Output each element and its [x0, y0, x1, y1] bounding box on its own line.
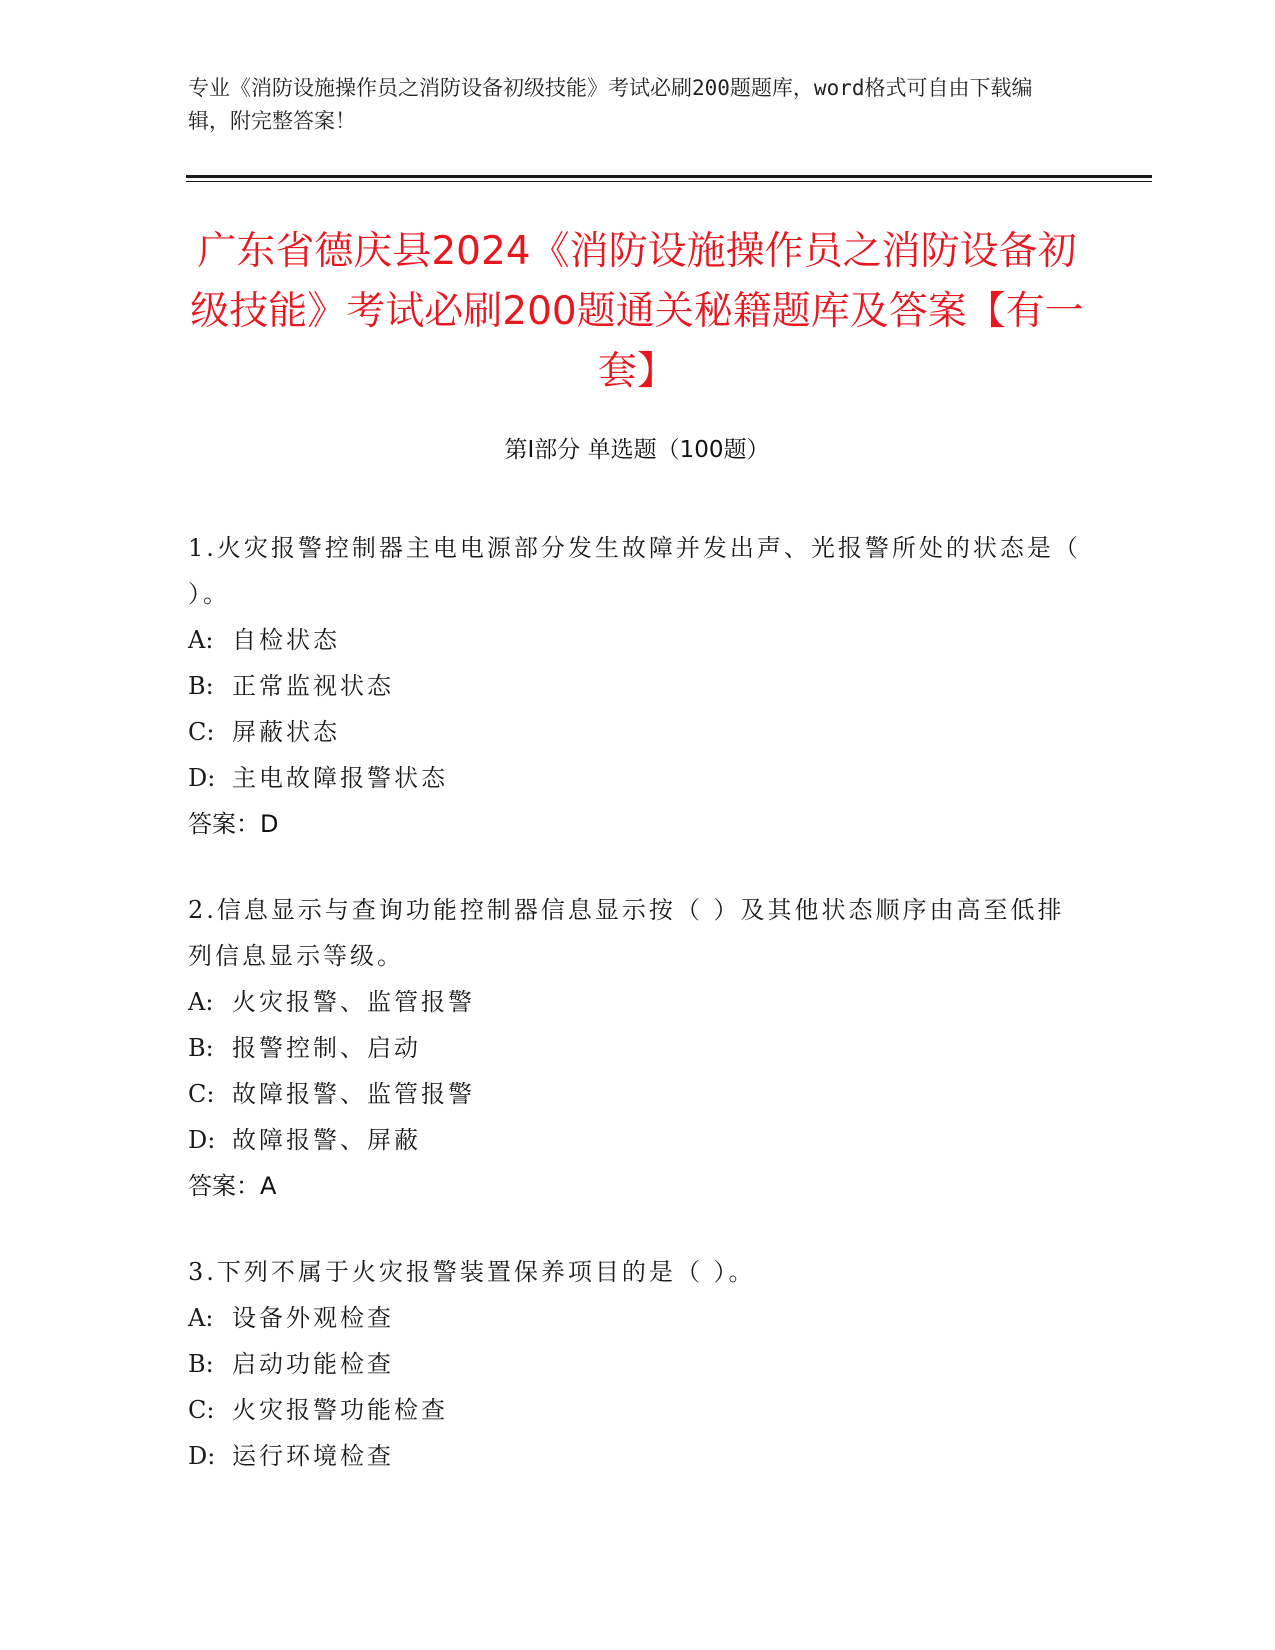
option-key: B:	[188, 672, 214, 700]
question-stem: 3.下列不属于火灾报警装置保养项目的是（ ）。	[188, 1258, 756, 1286]
option-text: 火灾报警功能检查	[232, 1396, 448, 1424]
option-text: 正常监视状态	[232, 672, 394, 700]
header-rule-thin	[186, 181, 1152, 182]
option-key: C:	[188, 1396, 215, 1424]
option-text: 启动功能检查	[232, 1350, 394, 1378]
option-b	[188, 663, 1088, 709]
option-text: 故障报警、监管报警	[232, 1080, 475, 1108]
option-key: D:	[188, 1126, 216, 1154]
header-rule-thick	[186, 175, 1152, 178]
option-key: A:	[188, 626, 214, 654]
option-text: 屏蔽状态	[232, 718, 340, 746]
header-note: 专业《消防设施操作员之消防设备初级技能》考试必刷200题题库，word格式可自由下载编辑，附完整答案！	[188, 76, 1033, 133]
question-stem: 1.火灾报警控制器主电电源部分发生故障并发出声、光报警所处的状态是（ ）。	[188, 534, 1081, 608]
option-a	[188, 979, 1088, 1025]
question-3	[188, 1249, 1088, 1479]
option-c	[188, 1071, 1088, 1117]
option-text: 自检状态	[232, 626, 340, 654]
option-d	[188, 1117, 1088, 1163]
question-1	[188, 525, 1088, 847]
question-2	[188, 887, 1088, 1209]
option-a	[188, 1295, 1088, 1341]
option-key: B:	[188, 1034, 214, 1062]
option-key: B:	[188, 1350, 214, 1378]
option-d	[188, 755, 1088, 801]
option-text: 设备外观检查	[232, 1304, 394, 1332]
option-key: C:	[188, 718, 215, 746]
option-text: 主电故障报警状态	[232, 764, 448, 792]
option-b	[188, 1341, 1088, 1387]
document-title: 广东省德庆县2024《消防设施操作员之消防设备初级技能》考试必刷200题通关秘籍题库及答案【有一套】	[190, 229, 1084, 394]
answer-line: 答案：A	[188, 1172, 277, 1200]
option-key: D:	[188, 1442, 216, 1470]
answer-line: 答案：D	[188, 810, 279, 838]
section-heading: 第I部分 单选题（100题）	[504, 437, 770, 463]
option-key: D:	[188, 764, 216, 792]
option-c	[188, 1387, 1088, 1433]
option-d	[188, 1433, 1088, 1479]
option-key: A:	[188, 988, 214, 1016]
option-text: 火灾报警、监管报警	[232, 988, 475, 1016]
option-text: 故障报警、屏蔽	[232, 1126, 421, 1154]
option-key: A:	[188, 1304, 214, 1332]
option-a	[188, 617, 1088, 663]
option-c	[188, 709, 1088, 755]
option-text: 报警控制、启动	[232, 1034, 421, 1062]
question-stem: 2.信息显示与查询功能控制器信息显示按（ ）及其他状态顺序由高至低排列信息显示等级。	[188, 896, 1065, 970]
option-text: 运行环境检查	[232, 1442, 394, 1470]
option-key: C:	[188, 1080, 215, 1108]
option-b	[188, 1025, 1088, 1071]
